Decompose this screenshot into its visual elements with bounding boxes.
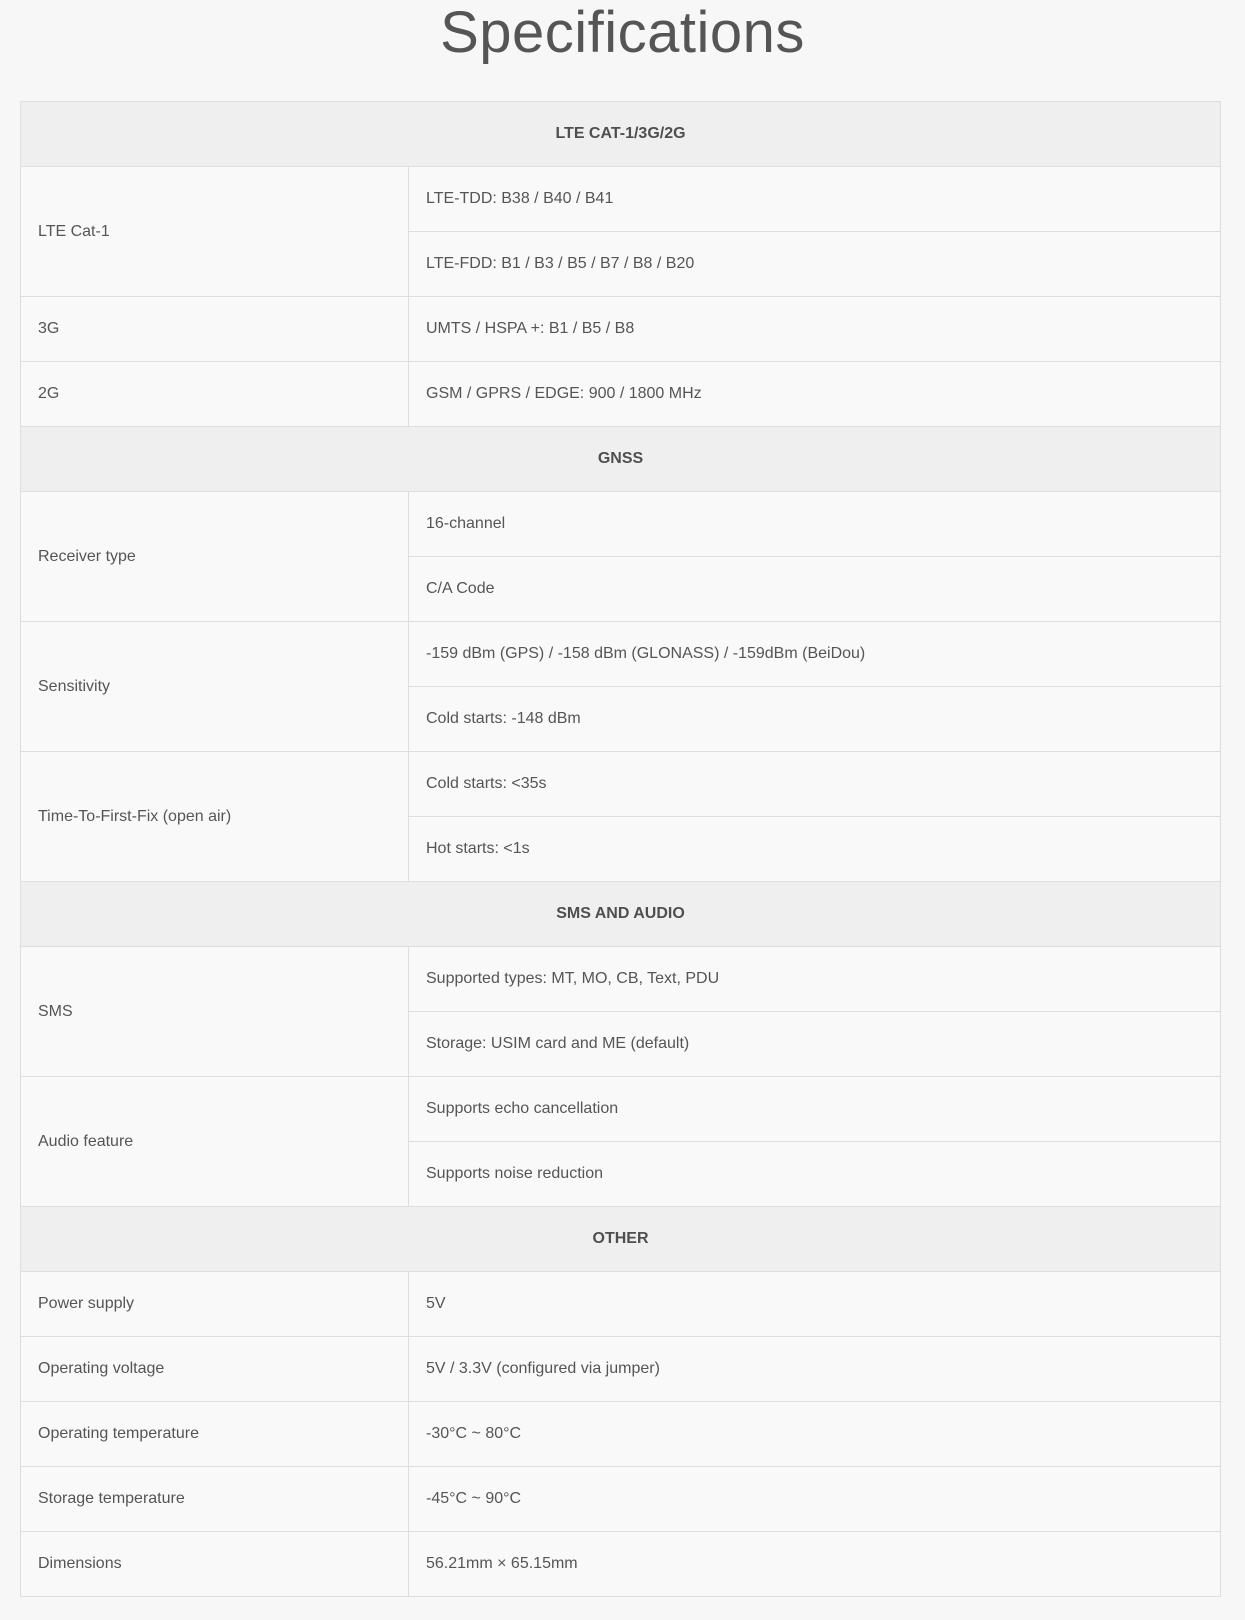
section-header-row xyxy=(21,1207,1221,1272)
spec-label: Sensitivity xyxy=(21,622,409,752)
spec-label: Dimensions xyxy=(21,1532,409,1597)
section-heading: OTHER xyxy=(21,1207,1221,1272)
spec-label: Time-To-First-Fix (open air) xyxy=(21,752,409,882)
spec-label: Audio feature xyxy=(21,1077,409,1207)
spec-label: 3G xyxy=(21,297,409,362)
spec-label: Receiver type xyxy=(21,492,409,622)
spec-label: 2G xyxy=(21,362,409,427)
spec-row xyxy=(21,1077,1221,1142)
specifications-table xyxy=(20,101,1221,1597)
spec-row xyxy=(21,752,1221,817)
spec-row xyxy=(21,1467,1221,1532)
spec-value: Storage: USIM card and ME (default) xyxy=(409,1012,1221,1077)
spec-value: Supports noise reduction xyxy=(409,1142,1221,1207)
section-heading: LTE CAT-1/3G/2G xyxy=(21,102,1221,167)
spec-label: Storage temperature xyxy=(21,1467,409,1532)
spec-row xyxy=(21,622,1221,687)
spec-label: SMS xyxy=(21,947,409,1077)
spec-row xyxy=(21,947,1221,1012)
spec-label: Power supply xyxy=(21,1272,409,1337)
spec-value: 5V xyxy=(409,1272,1221,1337)
spec-value: Supported types: MT, MO, CB, Text, PDU xyxy=(409,947,1221,1012)
spec-row xyxy=(21,1532,1221,1597)
spec-value: GSM / GPRS / EDGE: 900 / 1800 MHz xyxy=(409,362,1221,427)
spec-row xyxy=(21,1402,1221,1467)
spec-row xyxy=(21,167,1221,232)
spec-row xyxy=(21,1337,1221,1402)
spec-value: Hot starts: <1s xyxy=(409,817,1221,882)
spec-value: 16-channel xyxy=(409,492,1221,557)
spec-label: Operating temperature xyxy=(21,1402,409,1467)
spec-value: Supports echo cancellation xyxy=(409,1077,1221,1142)
spec-label: LTE Cat-1 xyxy=(21,167,409,297)
section-header-row xyxy=(21,882,1221,947)
spec-value: 56.21mm × 65.15mm xyxy=(409,1532,1221,1597)
spec-value: -30°C ~ 80°C xyxy=(409,1402,1221,1467)
spec-value: -159 dBm (GPS) / -158 dBm (GLONASS) / -159dBm (BeiDou) xyxy=(409,622,1221,687)
spec-row xyxy=(21,492,1221,557)
spec-value: 5V / 3.3V (configured via jumper) xyxy=(409,1337,1221,1402)
section-header-row xyxy=(21,102,1221,167)
section-header-row xyxy=(21,427,1221,492)
spec-row xyxy=(21,297,1221,362)
spec-value: UMTS / HSPA +: B1 / B5 / B8 xyxy=(409,297,1221,362)
section-heading: SMS AND AUDIO xyxy=(21,882,1221,947)
spec-value: C/A Code xyxy=(409,557,1221,622)
spec-value: Cold starts: <35s xyxy=(409,752,1221,817)
spec-row xyxy=(21,362,1221,427)
spec-row xyxy=(21,1272,1221,1337)
spec-value: -45°C ~ 90°C xyxy=(409,1467,1221,1532)
spec-value: Cold starts: -148 dBm xyxy=(409,687,1221,752)
spec-label: Operating voltage xyxy=(21,1337,409,1402)
section-heading: GNSS xyxy=(21,427,1221,492)
spec-value: LTE-FDD: B1 / B3 / B5 / B7 / B8 / B20 xyxy=(409,232,1221,297)
page-title: Specifications xyxy=(440,0,805,65)
spec-value: LTE-TDD: B38 / B40 / B41 xyxy=(409,167,1221,232)
